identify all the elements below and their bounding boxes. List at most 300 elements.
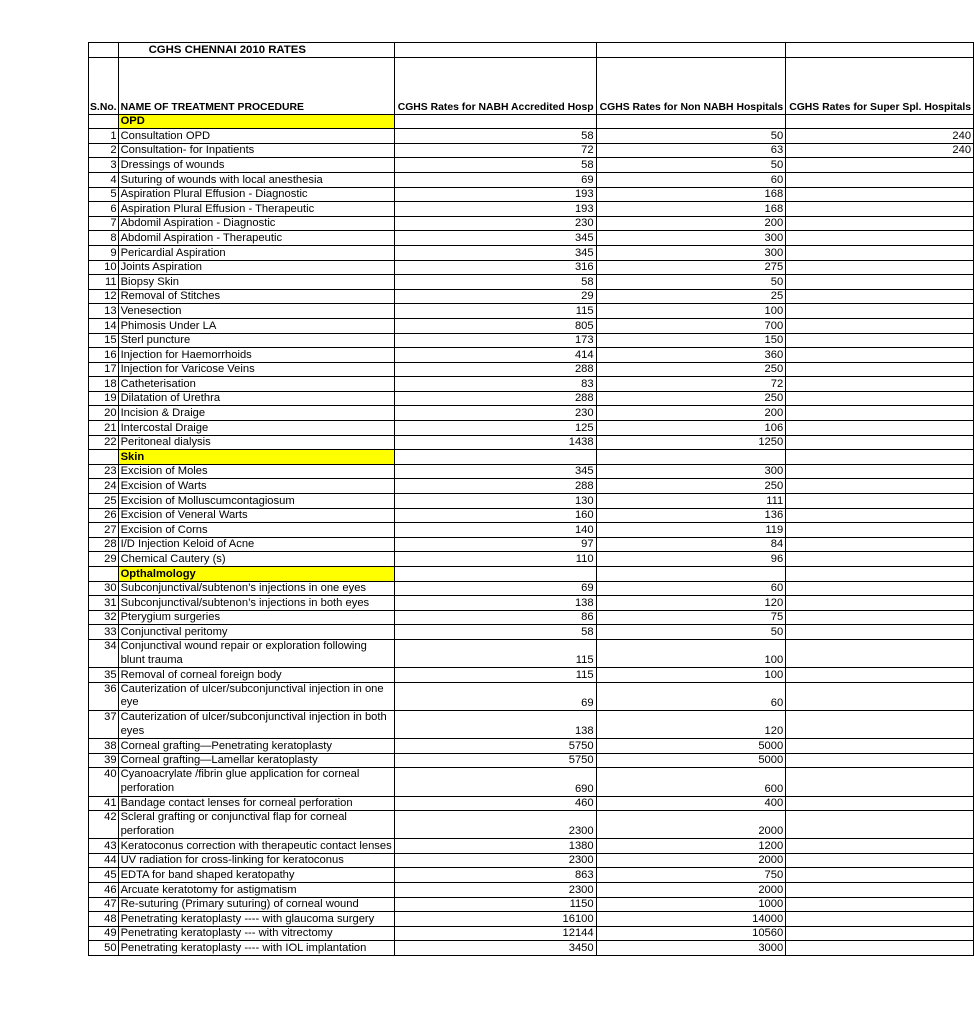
row-rate-nabh: 138 [394,710,596,738]
section-r2-cell [596,114,786,129]
table-row [89,926,974,941]
section-row [89,450,974,465]
row-rate-non-nabh: 60 [596,581,786,596]
row-rate-nabh: 345 [394,464,596,479]
table-row [89,202,974,217]
title-r3-cell [786,43,974,58]
table-row [89,143,974,158]
row-rate-non-nabh: 60 [596,682,786,710]
table-row [89,710,974,738]
row-rate-nabh: 160 [394,508,596,523]
row-rate-nabh: 110 [394,552,596,567]
row-rate-super [786,581,974,596]
row-rate-super: 240 [786,129,974,144]
row-procedure-name: Bandage contact lenses for corneal perforation [118,796,394,811]
table-row [89,289,974,304]
row-procedure-name: Abdomil Aspiration - Therapeutic [118,231,394,246]
row-procedure-name: Consultation OPD [118,129,394,144]
row-rate-super [786,158,974,173]
row-rate-non-nabh: 136 [596,508,786,523]
row-rate-non-nabh: 1200 [596,839,786,854]
row-sno: 49 [89,926,119,941]
row-rate-nabh: 83 [394,377,596,392]
row-rate-non-nabh: 250 [596,391,786,406]
section-r1-cell [394,567,596,582]
row-procedure-name: Biopsy Skin [118,275,394,290]
row-procedure-name: Conjunctival peritomy [118,625,394,640]
row-rate-nabh: 460 [394,796,596,811]
row-sno: 37 [89,710,119,738]
row-sno: 44 [89,853,119,868]
row-rate-non-nabh: 50 [596,129,786,144]
row-rate-non-nabh: 3000 [596,941,786,956]
row-rate-non-nabh: 14000 [596,912,786,927]
row-rate-non-nabh: 300 [596,464,786,479]
row-rate-non-nabh: 50 [596,158,786,173]
row-rate-nabh: 3450 [394,941,596,956]
row-rate-nabh: 1380 [394,839,596,854]
row-rate-nabh: 69 [394,172,596,187]
row-rate-nabh: 69 [394,682,596,710]
row-sno: 39 [89,753,119,768]
table-row [89,796,974,811]
row-sno: 7 [89,216,119,231]
row-sno: 15 [89,333,119,348]
row-rate-non-nabh: 5000 [596,753,786,768]
row-rate-nabh: 2300 [394,883,596,898]
row-sno: 28 [89,537,119,552]
row-procedure-name: Phimosis Under LA [118,318,394,333]
row-rate-nabh: 16100 [394,912,596,927]
row-sno: 41 [89,796,119,811]
row-procedure-name: Injection for Varicose Veins [118,362,394,377]
row-procedure-name: Consultation- for Inpatients [118,143,394,158]
row-rate-super [786,362,974,377]
row-rate-super [786,231,974,246]
row-rate-non-nabh: 106 [596,421,786,436]
row-rate-nabh: 5750 [394,753,596,768]
row-procedure-name: Peritoneal dialysis [118,435,394,450]
table-row [89,421,974,436]
row-rate-non-nabh: 1000 [596,897,786,912]
row-rate-nabh: 58 [394,625,596,640]
row-sno: 38 [89,739,119,754]
row-rate-non-nabh: 100 [596,304,786,319]
rates-table [88,42,974,956]
row-procedure-name: Pterygium surgeries [118,610,394,625]
section-label: Skin [118,450,394,465]
row-rate-non-nabh: 50 [596,625,786,640]
row-rate-nabh: 193 [394,187,596,202]
table-row [89,897,974,912]
table-row [89,682,974,710]
row-rate-non-nabh: 250 [596,362,786,377]
table-row [89,406,974,421]
row-procedure-name: Removal of corneal foreign body [118,668,394,683]
table-row [89,868,974,883]
row-rate-non-nabh: 750 [596,868,786,883]
row-rate-nabh: 58 [394,129,596,144]
row-rate-nabh: 5750 [394,739,596,754]
row-rate-nabh: 288 [394,391,596,406]
table-row [89,523,974,538]
row-rate-nabh: 115 [394,668,596,683]
row-rate-super [786,682,974,710]
row-rate-non-nabh: 168 [596,187,786,202]
table-row [89,739,974,754]
row-sno: 3 [89,158,119,173]
row-procedure-name: Re-suturing (Primary suturing) of corneal wound [118,897,394,912]
table-row [89,245,974,260]
row-rate-non-nabh: 1250 [596,435,786,450]
row-rate-nabh: 12144 [394,926,596,941]
row-rate-non-nabh: 300 [596,245,786,260]
table-row [89,941,974,956]
table-row [89,581,974,596]
row-sno: 19 [89,391,119,406]
row-rate-super [786,710,974,738]
row-rate-super [786,883,974,898]
row-procedure-name: Abdomil Aspiration - Diagnostic [118,216,394,231]
row-rate-super [786,289,974,304]
table-row [89,187,974,202]
row-rate-non-nabh: 84 [596,537,786,552]
row-rate-super [786,275,974,290]
row-procedure-name: Injection for Haemorrhoids [118,348,394,363]
row-rate-super [786,912,974,927]
row-sno: 45 [89,868,119,883]
row-procedure-name: Sterl puncture [118,333,394,348]
row-rate-non-nabh: 200 [596,216,786,231]
row-rate-nabh: 72 [394,143,596,158]
row-sno: 20 [89,406,119,421]
row-rate-super [786,187,974,202]
row-rate-super [786,508,974,523]
row-procedure-name: Excision of Molluscumcontagiosum [118,494,394,509]
row-sno: 32 [89,610,119,625]
row-procedure-name: UV radiation for cross-linking for keratoconus [118,853,394,868]
row-rate-super [786,318,974,333]
row-sno: 50 [89,941,119,956]
row-sno: 8 [89,231,119,246]
table-row [89,883,974,898]
table-row [89,260,974,275]
table-row [89,391,974,406]
row-rate-non-nabh: 120 [596,596,786,611]
section-r3-cell [786,450,974,465]
table-row [89,912,974,927]
table-row [89,508,974,523]
section-row [89,114,974,129]
row-rate-nabh: 345 [394,231,596,246]
row-rate-non-nabh: 400 [596,796,786,811]
table-row [89,768,974,796]
row-rate-super [786,216,974,231]
row-rate-super [786,625,974,640]
row-rate-non-nabh: 700 [596,318,786,333]
row-sno: 31 [89,596,119,611]
row-sno: 14 [89,318,119,333]
section-row [89,567,974,582]
row-procedure-name: Cauterization of ulcer/subconjunctival injection in both eyes [118,710,394,738]
row-rate-non-nabh: 150 [596,333,786,348]
row-sno: 23 [89,464,119,479]
row-rate-non-nabh: 10560 [596,926,786,941]
row-rate-non-nabh: 50 [596,275,786,290]
row-rate-non-nabh: 2000 [596,811,786,839]
row-rate-super [786,868,974,883]
table-row [89,464,974,479]
row-procedure-name: Excision of Warts [118,479,394,494]
row-sno: 27 [89,523,119,538]
row-rate-super [786,668,974,683]
row-sno: 46 [89,883,119,898]
row-rate-non-nabh: 96 [596,552,786,567]
header-row [89,57,974,114]
document-title: CGHS CHENNAI 2010 RATES [118,43,394,58]
row-rate-nabh: 115 [394,304,596,319]
row-rate-super [786,202,974,217]
row-rate-non-nabh: 119 [596,523,786,538]
row-rate-super [786,377,974,392]
row-rate-non-nabh: 168 [596,202,786,217]
row-rate-nabh: 414 [394,348,596,363]
row-procedure-name: Removal of Stitches [118,289,394,304]
header-name: NAME OF TREATMENT PROCEDURE [118,57,394,114]
row-rate-super [786,245,974,260]
row-rate-super [786,610,974,625]
row-sno: 16 [89,348,119,363]
row-rate-super [786,333,974,348]
section-r3-cell [786,567,974,582]
row-rate-non-nabh: 275 [596,260,786,275]
row-rate-nabh: 288 [394,479,596,494]
row-rate-super [786,811,974,839]
table-row [89,231,974,246]
row-rate-non-nabh: 5000 [596,739,786,754]
row-rate-super [786,348,974,363]
row-sno: 17 [89,362,119,377]
row-rate-super [786,941,974,956]
row-procedure-name: Venesection [118,304,394,319]
row-procedure-name: Aspiration Plural Effusion - Therapeutic [118,202,394,217]
table-row [89,479,974,494]
title-r2-cell [596,43,786,58]
row-sno: 4 [89,172,119,187]
row-rate-super [786,897,974,912]
row-rate-nabh: 805 [394,318,596,333]
row-sno: 35 [89,668,119,683]
row-sno: 10 [89,260,119,275]
row-sno: 13 [89,304,119,319]
row-rate-super [786,596,974,611]
row-rate-super [786,494,974,509]
row-sno: 5 [89,187,119,202]
row-sno: 33 [89,625,119,640]
table-row [89,494,974,509]
row-sno: 9 [89,245,119,260]
row-procedure-name: Corneal grafting—Penetrating keratoplasty [118,739,394,754]
table-row [89,333,974,348]
row-rate-nabh: 288 [394,362,596,377]
row-sno: 34 [89,639,119,667]
row-procedure-name: Excision of Moles [118,464,394,479]
row-rate-super [786,435,974,450]
row-sno: 1 [89,129,119,144]
table-row [89,596,974,611]
row-sno: 21 [89,421,119,436]
row-rate-non-nabh: 2000 [596,883,786,898]
row-rate-super [786,753,974,768]
row-rate-non-nabh: 25 [596,289,786,304]
section-label: OPD [118,114,394,129]
row-rate-nabh: 1150 [394,897,596,912]
section-r3-cell [786,114,974,129]
row-sno: 43 [89,839,119,854]
section-r1-cell [394,450,596,465]
table-row [89,172,974,187]
header-rate-non-nabh: CGHS Rates for Non NABH Hospitals [596,57,786,114]
row-sno: 40 [89,768,119,796]
row-rate-non-nabh: 250 [596,479,786,494]
section-sno-cell [89,567,119,582]
rates-table-body [89,43,974,956]
row-rate-non-nabh: 100 [596,668,786,683]
row-sno: 36 [89,682,119,710]
row-rate-super [786,639,974,667]
row-rate-non-nabh: 72 [596,377,786,392]
row-rate-nabh: 58 [394,275,596,290]
row-rate-nabh: 316 [394,260,596,275]
row-rate-nabh: 97 [394,537,596,552]
row-procedure-name: Pericardial Aspiration [118,245,394,260]
row-rate-super [786,537,974,552]
row-procedure-name: Penetrating keratoplasty ---- with glaucoma surgery [118,912,394,927]
table-row [89,853,974,868]
row-rate-nabh: 345 [394,245,596,260]
row-sno: 29 [89,552,119,567]
row-rate-non-nabh: 600 [596,768,786,796]
row-sno: 42 [89,811,119,839]
table-row [89,639,974,667]
section-sno-cell [89,114,119,129]
row-procedure-name: Catheterisation [118,377,394,392]
row-rate-super [786,406,974,421]
row-rate-non-nabh: 63 [596,143,786,158]
row-rate-nabh: 2300 [394,853,596,868]
row-procedure-name: Scleral grafting or conjunctival flap for corneal perforation [118,811,394,839]
row-procedure-name: Penetrating keratoplasty ---- with IOL implantation [118,941,394,956]
row-rate-nabh: 690 [394,768,596,796]
row-procedure-name: Excision of Veneral Warts [118,508,394,523]
row-rate-nabh: 230 [394,406,596,421]
row-rate-nabh: 29 [394,289,596,304]
table-row [89,362,974,377]
table-row [89,275,974,290]
table-row [89,377,974,392]
table-row [89,668,974,683]
table-row [89,537,974,552]
row-procedure-name: Penetrating keratoplasty --- with vitrectomy [118,926,394,941]
row-procedure-name: Chemical Cautery (s) [118,552,394,567]
row-rate-non-nabh: 111 [596,494,786,509]
row-procedure-name: Conjunctival wound repair or exploration following blunt trauma [118,639,394,667]
row-procedure-name: Corneal grafting—Lamellar keratoplasty [118,753,394,768]
row-sno: 6 [89,202,119,217]
table-row [89,625,974,640]
table-row [89,304,974,319]
title-sno-cell [89,43,119,58]
row-rate-non-nabh: 60 [596,172,786,187]
section-r2-cell [596,567,786,582]
row-rate-super [786,552,974,567]
row-procedure-name: I/D Injection Keloid of Acne [118,537,394,552]
row-procedure-name: Keratoconus correction with therapeutic contact lenses [118,839,394,854]
row-rate-nabh: 2300 [394,811,596,839]
row-rate-nabh: 86 [394,610,596,625]
table-row [89,811,974,839]
row-rate-nabh: 125 [394,421,596,436]
row-rate-non-nabh: 100 [596,639,786,667]
row-procedure-name: Dilatation of Urethra [118,391,394,406]
table-row [89,216,974,231]
row-procedure-name: Arcuate keratotomy for astigmatism [118,883,394,898]
row-sno: 48 [89,912,119,927]
table-row [89,158,974,173]
row-rate-non-nabh: 75 [596,610,786,625]
table-row [89,129,974,144]
row-rate-super [786,853,974,868]
row-sno: 2 [89,143,119,158]
header-sno: S.No. [89,57,119,114]
section-r1-cell [394,114,596,129]
table-row [89,610,974,625]
row-procedure-name: Cyanoacrylate /fibrin glue application for corneal perforation [118,768,394,796]
row-sno: 24 [89,479,119,494]
row-rate-nabh: 69 [394,581,596,596]
row-rate-nabh: 173 [394,333,596,348]
row-sno: 22 [89,435,119,450]
title-row [89,43,974,58]
row-rate-non-nabh: 200 [596,406,786,421]
row-rate-non-nabh: 300 [596,231,786,246]
row-rate-super [786,926,974,941]
row-rate-nabh: 1438 [394,435,596,450]
row-sno: 25 [89,494,119,509]
row-rate-non-nabh: 2000 [596,853,786,868]
row-rate-nabh: 58 [394,158,596,173]
section-sno-cell [89,450,119,465]
row-rate-nabh: 130 [394,494,596,509]
row-rate-nabh: 863 [394,868,596,883]
row-sno: 18 [89,377,119,392]
title-r1-cell [394,43,596,58]
row-procedure-name: Subconjunctival/subtenon’s injections in both eyes [118,596,394,611]
row-procedure-name: Cauterization of ulcer/subconjunctival injection in one eye [118,682,394,710]
row-procedure-name: Subconjunctival/subtenon’s injections in one eyes [118,581,394,596]
row-sno: 11 [89,275,119,290]
row-procedure-name: Excision of Corns [118,523,394,538]
table-row [89,435,974,450]
row-rate-super [786,464,974,479]
table-row [89,552,974,567]
row-rate-nabh: 140 [394,523,596,538]
row-procedure-name: EDTA for band shaped keratopathy [118,868,394,883]
row-rate-super [786,768,974,796]
section-r2-cell [596,450,786,465]
row-rate-super [786,523,974,538]
row-rate-nabh: 230 [394,216,596,231]
